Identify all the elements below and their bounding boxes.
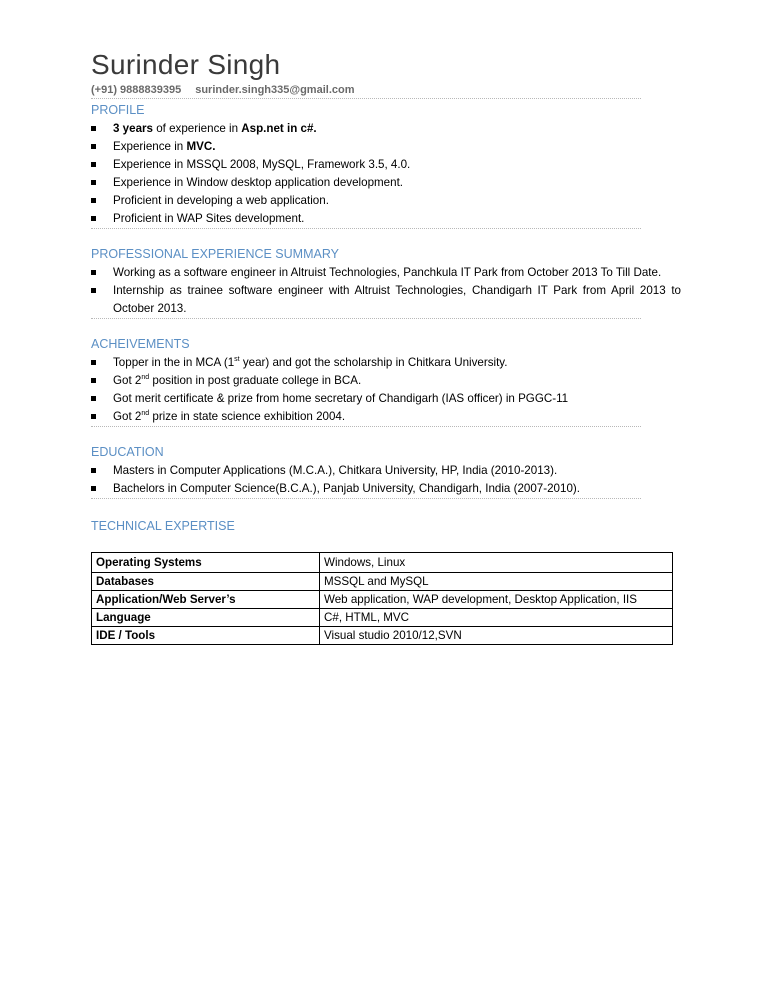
list-item: Got 2nd position in post graduate college in BCA. <box>91 372 681 390</box>
table-row: IDE / Tools Visual studio 2010/12,SVN <box>92 627 673 645</box>
section-heading-technical: TECHNICAL EXPERTISE <box>91 519 235 533</box>
list-item: Internship as trainee software engineer with Altruist Technologies, Chandigarh IT Park from April 2013 to October 2013. <box>91 282 681 318</box>
experience-list <box>91 264 681 318</box>
list-item: Proficient in WAP Sites development. <box>91 210 681 228</box>
list-item: Got merit certificate & prize from home secretary of Chandigarh (IAS officer) in PGGC-11 <box>91 390 681 408</box>
education-list <box>91 462 681 498</box>
section-heading-education: EDUCATION <box>91 445 164 459</box>
section-heading-experience: PROFESSIONAL EXPERIENCE SUMMARY <box>91 247 339 261</box>
list-item: Experience in Window desktop application development. <box>91 174 681 192</box>
section-heading-profile: PROFILE <box>91 103 145 117</box>
table-row: Application/Web Server’s Web application, WAP development, Desktop Application, IIS <box>92 591 673 609</box>
profile-list <box>91 120 681 228</box>
table-row: Language C#, HTML, MVC <box>92 609 673 627</box>
table-row: Databases MSSQL and MySQL <box>92 573 673 591</box>
list-item: Bachelors in Computer Science(B.C.A.), Panjab University, Chandigarh, India (2007-2010). <box>91 480 681 498</box>
list-item: Got 2nd prize in state science exhibition 2004. <box>91 408 681 426</box>
list-item: Topper in the in MCA (1st year) and got the scholarship in Chitkara University. <box>91 354 681 372</box>
list-item: 3 years of experience in Asp.net in c#. <box>91 120 681 138</box>
section-heading-achievements: ACHEIVEMENTS <box>91 337 190 351</box>
divider <box>91 98 641 99</box>
phone-number: (+91) 9888839395 <box>91 84 182 96</box>
candidate-name: Surinder Singh <box>91 49 281 80</box>
list-item: Experience in MVC. <box>91 138 681 156</box>
list-item: Masters in Computer Applications (M.C.A.), Chitkara University, HP, India (2010-2013). <box>91 462 681 480</box>
technical-expertise-table <box>91 552 673 645</box>
achievements-list <box>91 354 681 426</box>
email-address: surinder.singh335@gmail.com <box>195 84 355 96</box>
table-row: Operating Systems Windows, Linux <box>92 553 673 573</box>
resume-page <box>91 48 681 645</box>
list-item: Proficient in developing a web application. <box>91 192 681 210</box>
list-item: Experience in MSSQL 2008, MySQL, Framework 3.5, 4.0. <box>91 156 681 174</box>
list-item: Working as a software engineer in Altruist Technologies, Panchkula IT Park from October 2013 To Till Date. <box>91 264 681 282</box>
contact-line <box>91 82 681 98</box>
